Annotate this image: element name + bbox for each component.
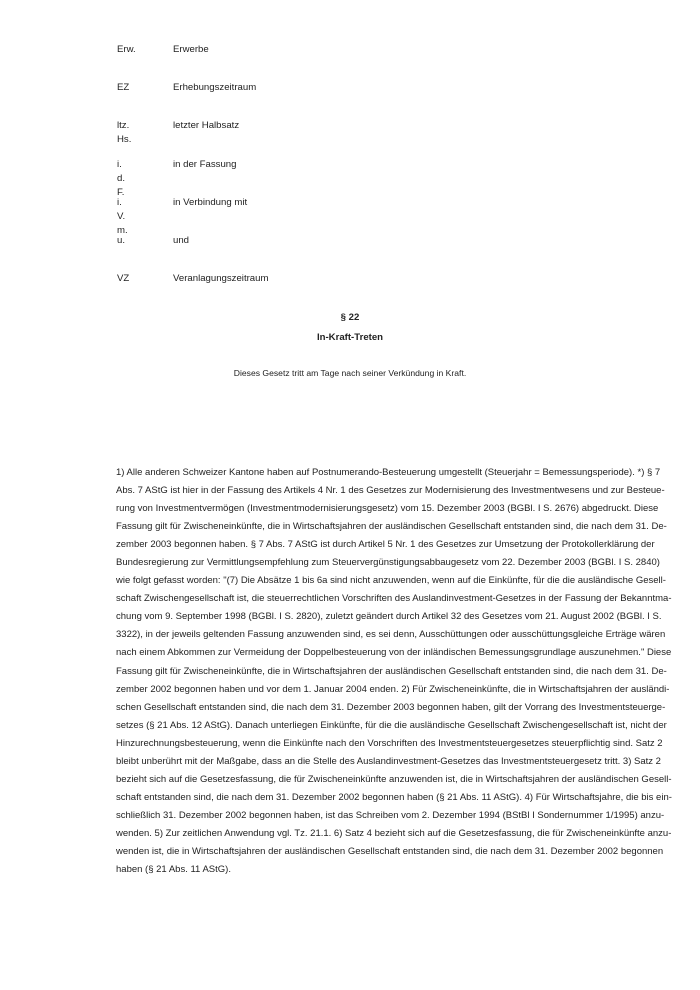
footnote-line: schließlich 31. Dezember 2002 begonnen haben, ist das Schreiben vom 2. Dezember 1994 (BStBl I Sondernummer 1/1995) anzu-: [116, 809, 665, 821]
footnote-line: wie folgt gefasst worden: "(7) Die Absätze 1 bis 6a sind nicht anzuwenden, wenn auf die Einkünfte, für die die ausländische Gesell-: [116, 575, 666, 587]
abbreviation-meaning: Erwerbe: [173, 44, 209, 55]
footnote-line: wenden ist, die in Wirtschaftsjahren der ausländischen Gesellschaft entstanden sind, die nach dem 31. Dezember 2002 begonnen: [116, 845, 664, 857]
footnote-line: Abs. 7 AStG ist hier in der Fassung des Artikels 4 Nr. 1 des Gesetzes zur Modernisierung des Investmentwesens und zur Besteue-: [116, 485, 665, 497]
footnote-line: nach einem Abkommen zur Vermeidung der Doppelbesteuerung von der inländischen Bemessungsgrundlage auszunehmen." Diese: [116, 647, 672, 659]
abbreviation-meaning: in der Fassung: [173, 158, 237, 170]
footnote-line: 1) Alle anderen Schweizer Kantone haben auf Postnumerando-Besteuerung umgestellt (Steuerjahr = Bemessungsperiode). *) § 7: [116, 467, 661, 478]
abbreviation-meaning: Veranlagungszeitraum: [173, 273, 269, 285]
footnote-line: schaft Zwischengesellschaft ist, die steuerrechtlichen Vorschriften des Auslandinvestment-Gesetzes in der Fassung der Bekanntma-: [116, 593, 672, 605]
abbreviation-meaning: Erhebungszeitraum: [173, 82, 257, 94]
section-text: Dieses Gesetz tritt am Tage nach seiner Verkündung in Kraft.: [233, 368, 467, 378]
footnote: [116, 464, 672, 879]
footnote-line: schaft entstanden sind, die nach dem 31. Dezember 2002 begonnen haben (§ 21 Abs. 11 AStG). 4) Für Wirtschaftsjahre, die bis ein-: [116, 791, 672, 803]
abbreviation-meaning: letzter Halbsatz: [173, 120, 240, 132]
abbreviation-term: ltz. Hs.: [117, 120, 132, 146]
abbreviation-term: i. d. F.: [117, 158, 126, 198]
abbreviation-meaning: in Verbindung mit: [173, 196, 248, 208]
abbreviation-meaning: und: [173, 234, 190, 246]
section-number: § 22: [340, 312, 360, 323]
footnote-line: zember 2003 begonnen haben. § 7 Abs. 7 AStG ist durch Artikel 5 Nr. 1 des Gesetzes zur Umsetzung der Protokollerklärung der: [116, 539, 655, 551]
footnote-line: 3322), in der jeweils geltenden Fassung anzuwenden sind, es sei denn, Ausschüttungen oder ausschüttungsgleiche Erträge wären: [116, 629, 666, 641]
abbreviation-term: u.: [117, 234, 126, 246]
footnote-line: chung vom 9. September 1998 (BGBl. I S. 2820), zuletzt geändert durch Artikel 32 des Gesetzes vom 21. August 2002 (BGBl. I S.: [116, 611, 662, 623]
footnote-line: Fassung gilt für Zwischeneinkünfte, die in Wirtschaftsjahren der ausländischen Gesellschaft entstanden sind, die nach dem 31. De-: [116, 665, 667, 677]
abbreviation-term: VZ: [117, 273, 130, 285]
abbreviation-term: Erw.: [117, 44, 136, 55]
abbreviation-term: EZ: [117, 82, 130, 94]
footnote-line: setzes (§ 21 Abs. 12 AStG). Danach unterliegen Einkünfte, für die die ausländische Gesellschaft Zwischengesellschaft ist, nicht der: [116, 719, 667, 731]
footnote-line: wenden. 5) Zur zeitlichen Anwendung vgl. Tz. 21.1. 6) Satz 4 bezieht sich auf die Gesetzesfassung, die für Zwischeneinkünfte anzu-: [116, 827, 672, 839]
section-title: In-Kraft-Treten: [316, 332, 384, 343]
footnote-line: schen Gesellschaft entstanden sind, die nach dem 31. Dezember 2003 begonnen haben, gilt der Vorrang des Investmentsteuerge-: [116, 701, 666, 713]
footnote-line: Hinzurechnungsbesteuerung, wenn die Einkünfte nach den Vorschriften des Investmentsteuergesetzes steuerpflichtig sind. Satz 2: [116, 737, 663, 749]
footnote-line: bezieht sich auf die Gesetzesfassung, die für Zwischeneinkünfte anzuwenden ist, die in Wirtschaftsjahren der ausländischen Gesell-: [116, 773, 672, 785]
footnote-line: bleibt unberührt mit der Maßgabe, dass an die Stelle des Auslandinvestment-Gesetzes das Investmentsteuergesetz tritt. 3) Satz 2: [116, 755, 661, 767]
footnote-line: Bundesregierung zur Vermittlungsempfehlung zum Steuervergünstigungsabbaugesetz vom 22. Dezember 2003 (BGBl. I S. 2840): [116, 557, 660, 569]
footnote-line: zember 2002 begonnen haben und vor dem 1. Januar 2004 enden. 2) Für Zwischeneinkünfte, die in Wirtschaftsjahren der ausländi-: [116, 683, 670, 695]
footnote-line: haben (§ 21 Abs. 11 AStG).: [116, 864, 231, 876]
footnote-line: rung von Investmentvermögen (Investmentmodernisierungsgesetz) vom 15. Dezember 2003 (BGBl. I S. 2676) abgedruckt. Diese: [116, 503, 659, 515]
footnote-line: Fassung gilt für Zwischeneinkünfte, die in Wirtschaftsjahren der ausländischen Gesellschaft entstanden sind, die nach dem 31. De-: [116, 521, 667, 533]
abbreviation-term: i. V. m.: [117, 196, 128, 236]
